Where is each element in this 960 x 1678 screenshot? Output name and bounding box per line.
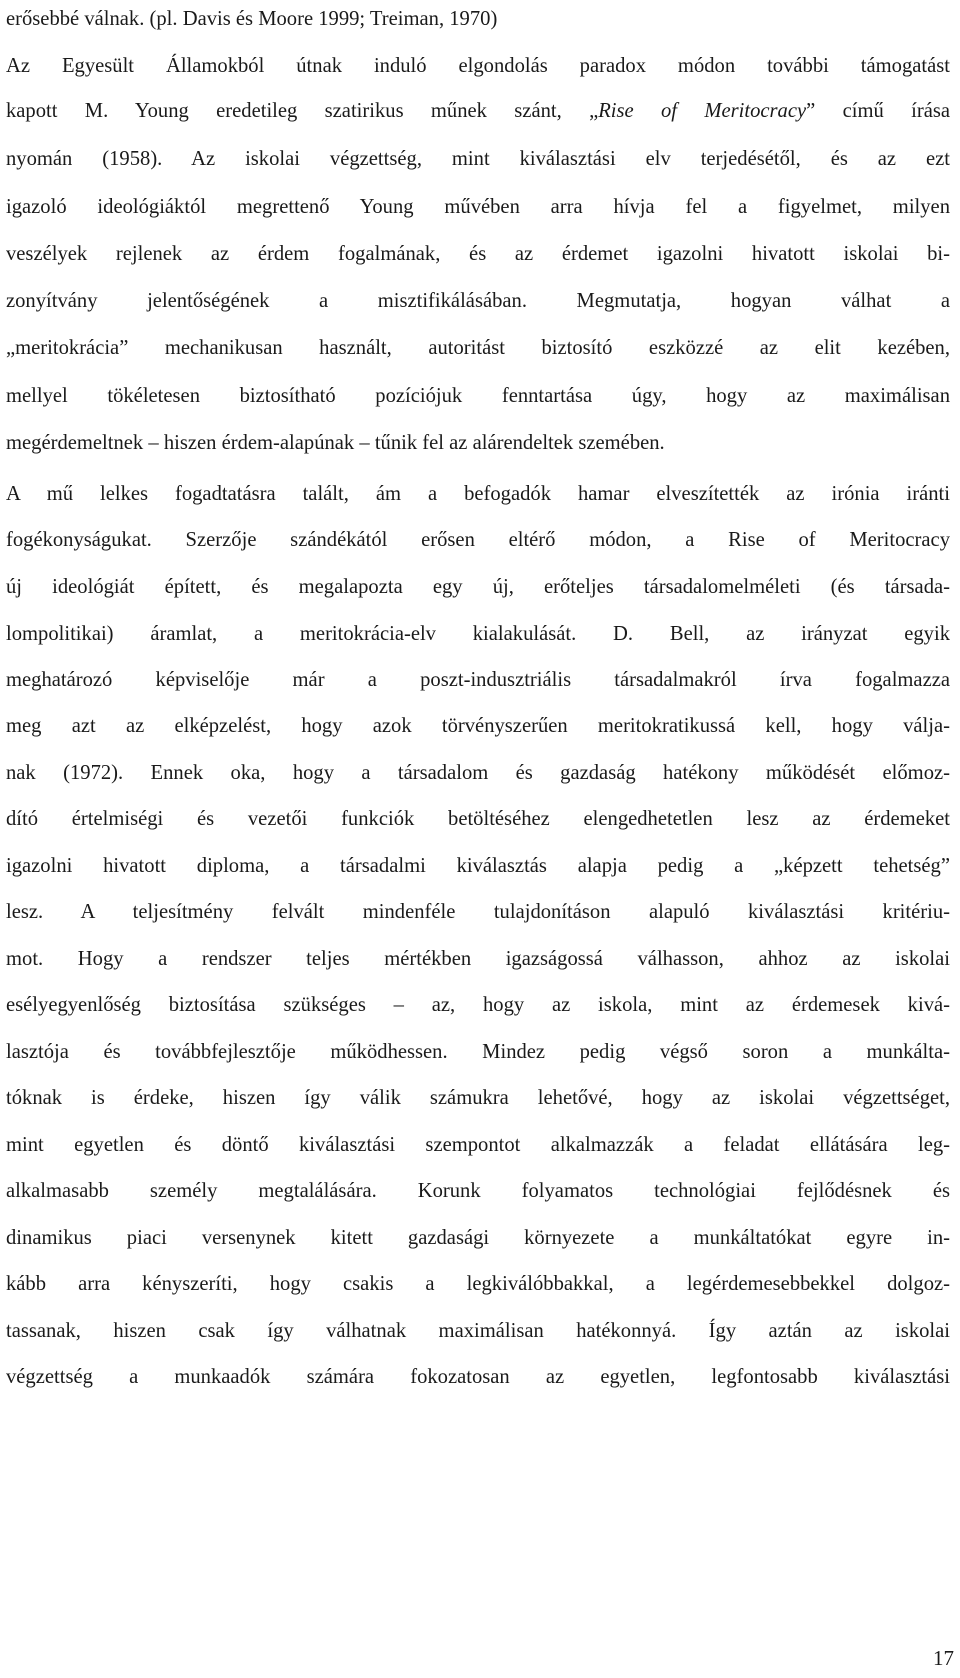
text-line-22: esélyegyenlőség biztosítása szükséges – az, hogy az iskola, mint az érdemesek kivá- [6,994,950,1016]
text-line-27: dinamikus piaci versenynek kitett gazdasági környezete a munkáltatókat egyre in- [6,1227,950,1249]
text-line-15: meghatározó képviselője már a poszt-indusztriális társadalmakról írva fogalmazza [6,669,950,691]
text-line-20: lesz. A teljesítmény felvált mindenféle tulajdonításon alapuló kiválasztási kritériu- [6,901,950,923]
text-line-18: dító értelmiségi és vezetői funkciók betöltéséhez elengedhetetlen lesz az érdemeket [6,808,950,830]
text-line-28: kább arra kényszeríti, hogy csakis a legkiválóbbakkal, a legérdemesebbekkel dolgoz- [6,1273,950,1295]
text-line-4: nyomán (1958). Az iskolai végzettség, mint kiválasztási elv terjedésétől, és az ezt [6,148,950,170]
text-line-21: mot. Hogy a rendszer teljes mértékben igazságossá válhasson, ahhoz az iskolai [6,948,950,970]
text-line-11: A mű lelkes fogadtatásra talált, ám a befogadók hamar elveszítették az irónia iránti [6,483,950,505]
text-line-26: alkalmasabb személy megtalálására. Korunk folyamatos technológiai fejlődésnek és [6,1180,950,1202]
text-line-16: meg azt az elképzelést, hogy azok törvényszerűen meritokratikussá kell, hogy válja- [6,715,950,737]
text-line-24: tóknak is érdeke, hiszen így válik számukra lehetővé, hogy az iskolai végzettséget, [6,1087,950,1109]
text-line-19: igazolni hivatott diploma, a társadalmi kiválasztás alapja pedig a „képzett tehetség” [6,855,950,877]
text-line-5: igazoló ideológiáktól megrettenő Young művében arra hívja fel a figyelmet, milyen [6,196,950,218]
text-line-2: Az Egyesült Államokból útnak induló elgondolás paradox módon további támogatást [6,55,950,77]
text-line-10: megérdemeltnek – hiszen érdem-alapúnak – tűnik fel az alárendeltek szemében. [6,432,665,454]
text-line-6: veszélyek rejlenek az érdem fogalmának, és az érdemet igazolni hivatott iskolai bi- [6,243,950,265]
text-line-7: zonyítvány jelentőségének a misztifikálásában. Megmutatja, hogyan válhat a [6,290,950,312]
text-line-14: lompolitikai) áramlat, a meritokrácia-elv kialakulását. D. Bell, az irányzat egyik [6,623,950,645]
text-line-29: tassanak, hiszen csak így válhatnak maximálisan hatékonnyá. Így aztán az iskolai [6,1320,950,1342]
book-title-italic: Rise of Meritocracy [598,100,807,122]
text-line-12: fogékonyságukat. Szerzője szándékától erősen eltérő módon, a Rise of Meritocracy [6,529,950,551]
page-number: 17 [933,1646,954,1670]
text-line-3-start: kapott M. Young eredetileg szatirikus műnek szánt, „ [6,100,599,122]
text-line-3 [6,93,950,129]
text-line-8: „meritokrácia” mechanikusan használt, autoritást biztosító eszközzé az elit kezében, [6,337,950,359]
text-line-1: erősebbé válnak. (pl. Davis és Moore 1999; Treiman, 1970) [6,8,498,30]
text-line-30: végzettség a munkaadók számára fokozatosan az egyetlen, legfontosabb kiválasztási [6,1366,950,1388]
text-line-9: mellyel tökéletesen biztosítható pozíciójuk fenntartása úgy, hogy az maximálisan [6,385,950,407]
text-line-25: mint egyetlen és döntő kiválasztási szempontot alkalmazzák a feladat ellátására leg- [6,1134,950,1156]
text-line-3-end: ” című írása [806,100,950,122]
text-line-23: lasztója és továbbfejlesztője működhessen. Mindez pedig végső soron a munkálta- [6,1041,950,1063]
text-line-13: új ideológiát épített, és megalapozta egy új, erőteljes társadalomelméleti (és társada- [6,576,950,598]
text-line-17: nak (1972). Ennek oka, hogy a társadalom és gazdaság hatékony működését előmoz- [6,762,950,784]
